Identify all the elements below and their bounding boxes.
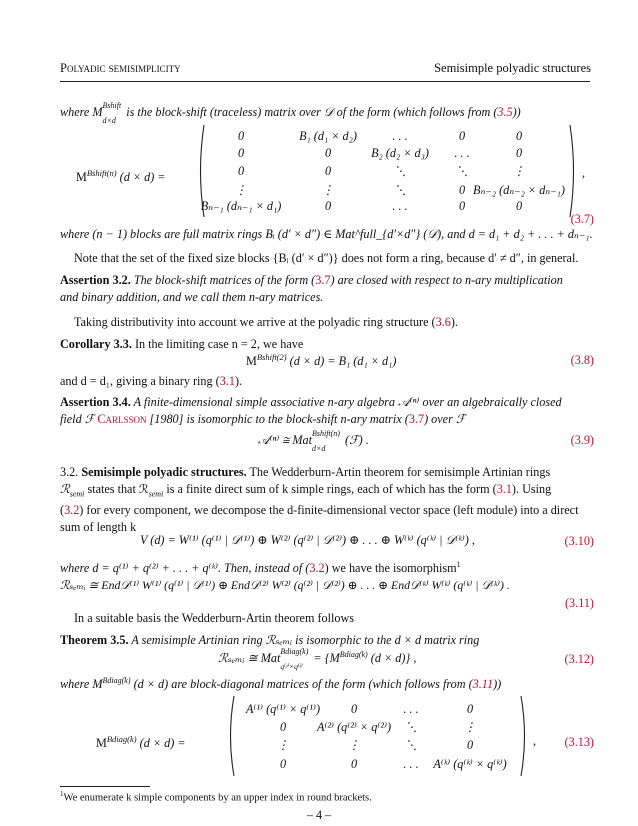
eq37-matrix-cell: ⋱ [393,183,407,197]
section-line2e: is a finite direct sum of k simple rings, each of which has the form ( [163,482,497,496]
intro-line [60,101,521,126]
eq37-matrix-cell: ⋮ [234,183,248,197]
eq313-lhs-args: (d × d) = [136,736,186,751]
eq37-matrix-cell: 0 [324,164,332,178]
eq37-matrix-cell: Bₙ₋₂ (dₙ₋₂ × dₙ₋₁) [473,183,565,197]
eq37-matrix-cell: 0 [324,146,332,160]
after-eq310 [60,556,590,577]
intro-pre: where M [60,105,103,120]
eq313-matrix-cell: 0 [466,738,474,752]
r-semi-2-sub: semi [148,489,164,499]
theorem-3-5-text: A semisimple Artinian ring ℛₛₑₘᵢ is isomorphic to the d × d matrix ring [128,633,480,647]
assertion-3-4-line1: A finite-dimensional simple associative n-ary algebra 𝒜⁽ⁿ⁾ over an algebraically closed [130,395,562,409]
footnote [60,790,372,804]
eq313-matrix-cell: 0 [350,702,358,716]
distrib-end: ). [450,315,458,329]
eq37-matrix-cell: . . . [454,146,470,160]
footnote-rule [60,786,150,787]
eq37-matrix-cell: 0 [237,146,245,160]
basis-line: In a suitable basis the Wedderburn-Artin theorem follows [74,611,355,625]
eq313-lhs [96,734,186,751]
assertion-3-4-label: Assertion 3.4. [60,395,131,409]
eq37-lhs-M: M [76,170,87,185]
eq312-rest: = {M [310,651,340,666]
eq313-matrix-cell: A⁽²⁾ (q⁽²⁾ × q⁽²⁾) [316,720,392,734]
eq38-lhs: M [246,354,257,369]
header-rule [60,81,590,82]
eq39-sub: d×d [311,444,326,454]
eq37-matrix-cell: . . . [392,129,408,143]
eq39-rest: (ℱ) . [341,433,369,448]
eq37-trail: , [582,166,586,180]
eq311-number[interactable]: (3.11) [565,596,594,610]
section-title: Semisimple polyadic structures. [81,465,247,479]
after310-end: ) we have the isomorphism [324,561,457,576]
eq39-text: 𝒜⁽ⁿ⁾ ≅ Mat [258,433,312,448]
assertion-3-4-line2a: field ℱ [60,412,98,426]
after312-text: (d × d) are block-diagonal matrices of the form (which follows from ( [130,677,473,692]
distributivity-line [60,314,590,331]
eq37-matrix-cell: ⋮ [321,183,335,197]
footnote-mark-link[interactable]: 1 [456,560,461,569]
eq38-rest: (d × d) = B₁ (d₁ × d₁) [286,354,397,369]
equation-3-10: V (d) = W⁽¹⁾ (q⁽¹⁾ | 𝒟⁽¹⁾) ⊕ W⁽²⁾ (q⁽²⁾ | 𝒟⁽²⁾) ⊕ . . . ⊕ W⁽ᵏ⁾ (q⁽ᵏ⁾ | 𝒟⁽ᵏ⁾) , [140,533,475,547]
after310-text: where d = q⁽¹⁾ + q⁽²⁾ + . . . + q⁽ᵏ⁾. Then, instead of ( [60,561,310,576]
equation-3-11: ℛₛₑₘᵢ ≅ End𝒟⁽¹⁾ W⁽¹⁾ (q⁽¹⁾ | 𝒟⁽¹⁾) ⊕ End𝒟⁽²⁾ W⁽²⁾ (q⁽²⁾ | 𝒟⁽²⁾) ⊕ . . . ⊕ End𝒟⁽ᵏ⁾ W⁽ᵏ⁾ (q⁽ᵏ⁾ | 𝒟⁽ᵏ⁾) . [60,578,510,592]
page-number: – 4 – [306,808,332,822]
eq312-sup2: Bdiag(k) [339,650,368,659]
eq37-matrix-cell: ⋮ [512,164,526,178]
section-line1: The Wedderburn-Artin theorem for semisimple Artinian rings [246,465,551,479]
theorem-3-5 [60,632,590,649]
eq37-matrix-cell: 0 [458,129,466,143]
assertion-3-2-line2: and binary addition, and we call them n-ary matrices. [60,290,324,304]
section-line3b: ) for every component, we decompose the d-finite-dimensional vector space (left module) into a direct [79,503,579,518]
eq313-matrix-cell: . . . [403,757,419,771]
assertion-3-2-text1: The block-shift matrices of the form ( [130,273,316,287]
eq38-sup: Bshift(2) [256,352,287,362]
eq313-matrix-cell: . . . [403,702,419,716]
eq37-matrix-cell: 0 [237,129,245,143]
eq313-matrix-cell: ⋱ [404,738,418,752]
eq313-matrix-cell: ⋮ [276,738,290,752]
r-semi-1-sub: semi [69,489,85,499]
after312-pre: where M [60,677,103,692]
after-eq312 [60,676,501,692]
eq312-number[interactable]: (3.12) [564,652,594,666]
intro-sub: d×d [102,116,116,126]
footnote-text: We enumerate k simple components by an upper index in round brackets. [63,792,372,804]
intro-sup: Bshift [102,101,122,110]
assertion-3-4-line2b: [1980] is isomorphic to the block-shift n-ary matrix ( [146,412,409,426]
ref-3-1-link[interactable]: 3.1 [219,374,235,388]
eq37-matrix-cell: ⋱ [393,164,407,178]
section-line2f: ). Using [511,482,552,496]
intro-post: is the block-shift (traceless) matrix over 𝒟 of the form (which follows from ( [123,105,498,120]
assertion-3-4 [60,394,590,428]
corollary-3-3-label: Corollary 3.3. [60,337,132,351]
eq313-matrix-cell: 0 [279,720,287,734]
eq37-matrix-cell: B₂ (d₂ × d₃) [371,146,429,160]
corollary-3-3 [60,336,590,353]
citation-carlsson-link[interactable]: Carlsson [97,412,147,426]
eq313-lhs-M: M [96,736,107,751]
eq37-matrix-cell: ⋱ [455,164,469,178]
eq313-lhs-sup: Bdiag(k) [106,734,137,744]
eq38-number[interactable]: (3.8) [570,353,594,367]
assertion-3-2 [60,272,590,306]
ref-3-6-link[interactable]: 3.6 [435,315,451,329]
equation-3-12 [218,647,417,672]
running-header-left: Polyadic semisimplicity [60,61,181,75]
eq312-rest2: (d × d)} , [367,651,417,666]
after312-end: )) [493,677,502,692]
section-line4: sum of length k [60,520,137,535]
eq313-trail: , [533,734,537,748]
eq37-matrix-cell: B₁ (d₁ × d₂) [299,129,357,143]
eq37-matrix-cell: 0 [515,129,523,143]
ref-3-5-link[interactable]: 3.5 [497,105,513,120]
eq39-sup: Bshift(n) [311,429,340,438]
eq313-matrix-cell: 0 [350,757,358,771]
eq37-lhs-args: (d × d) = [116,170,166,185]
after38-text: and d = d₁, giving a binary ring ( [60,374,220,388]
eq313-matrix-cell: ⋱ [404,720,418,734]
eq312-sub: q⁽ʲ⁾×q⁽ʲ⁾ [280,662,303,672]
ref-3-7-link-2[interactable]: 3.7 [408,412,425,426]
eq37-matrix-cell: . . . [392,199,408,213]
corollary-3-3-text: In the limiting case n = 2, we have [131,337,304,351]
r-semi-1: ℛ [60,482,70,496]
eq37-matrix-cell: 0 [458,183,466,197]
eq313-matrix-cell: 0 [466,702,474,716]
footnote-mark: 1 [60,790,64,798]
eq37-lhs-sup: Bshift(n) [86,168,117,178]
after-eq37-text: where (n − 1) blocks are full matrix rings Bᵢ (d′ × d″) ∈ Mat^full_{d′×d″} (𝒟), and d = d₁ + d₂ + . . . + dₙ₋₁. [60,227,593,241]
eq39-number[interactable]: (3.9) [570,433,594,447]
section-line2c: states that ℛ [84,482,149,496]
eq37-lhs [76,168,166,185]
eq313-matrix-cell: A⁽ᵏ⁾ (q⁽ᵏ⁾ × q⁽ᵏ⁾) [433,757,507,771]
eq37-matrix-cell: Bₙ₋₁ (dₙ₋₁ × d₁) [200,199,282,213]
ref-3-1-link-2[interactable]: 3.1 [496,482,512,496]
after-eq38 [60,373,590,390]
eq37-matrix-cell: 0 [515,146,523,160]
eq312-text: ℛₛₑₘᵢ ≅ Mat [218,651,281,666]
equation-3-9 [258,429,369,454]
eq313-matrix-cell: 0 [279,757,287,771]
running-header-right: Semisimple polyadic structures [434,61,591,75]
theorem-3-5-label: Theorem 3.5. [60,633,129,647]
eq313-number[interactable]: (3.13) [564,735,594,749]
note-paragraph: Note that the set of the fixed size blocks {Bᵢ (d′ × d″)} does not form a ring, because d′ ≠ d″, in general. [74,251,579,265]
assertion-3-4-line2c: ) over ℱ [424,412,466,426]
assertion-3-2-text2: ) are closed with respect to n-ary multiplication [330,273,563,287]
eq37-matrix-cell: 0 [515,199,523,213]
eq313-matrix-cell: ⋮ [463,720,477,734]
section-3-2 [60,464,590,536]
assertion-3-2-label: Assertion 3.2. [60,273,131,287]
eq37-matrix-cell: 0 [237,164,245,178]
ref-3-11-link[interactable]: 3.11 [472,677,494,692]
after38-end: ). [234,374,243,388]
equation-3-8 [246,352,396,369]
ref-3-2-link[interactable]: 3.2 [64,503,80,518]
eq310-number[interactable]: (3.10) [564,534,594,548]
after312-sup: Bdiag(k) [102,676,131,685]
eq313-matrix-cell: ⋮ [347,738,361,752]
ref-3-7-link[interactable]: 3.7 [315,273,331,287]
eq37-matrix-cell: 0 [458,199,466,213]
eq312-sup: Bdiag(k) [280,647,309,656]
section-number: 3.2. [60,465,79,479]
section-line3a: ( [60,503,65,518]
ref-3-2-link-2[interactable]: 3.2 [309,561,325,576]
eq313-matrix-cell: A⁽¹⁾ (q⁽¹⁾ × q⁽¹⁾) [245,702,321,716]
intro-end: )) [512,105,521,120]
distrib-text: Taking distributivity into account we arrive at the polyadic ring structure ( [74,315,436,329]
eq37-number[interactable]: (3.7) [570,212,594,226]
eq37-matrix-cell: 0 [324,199,332,213]
